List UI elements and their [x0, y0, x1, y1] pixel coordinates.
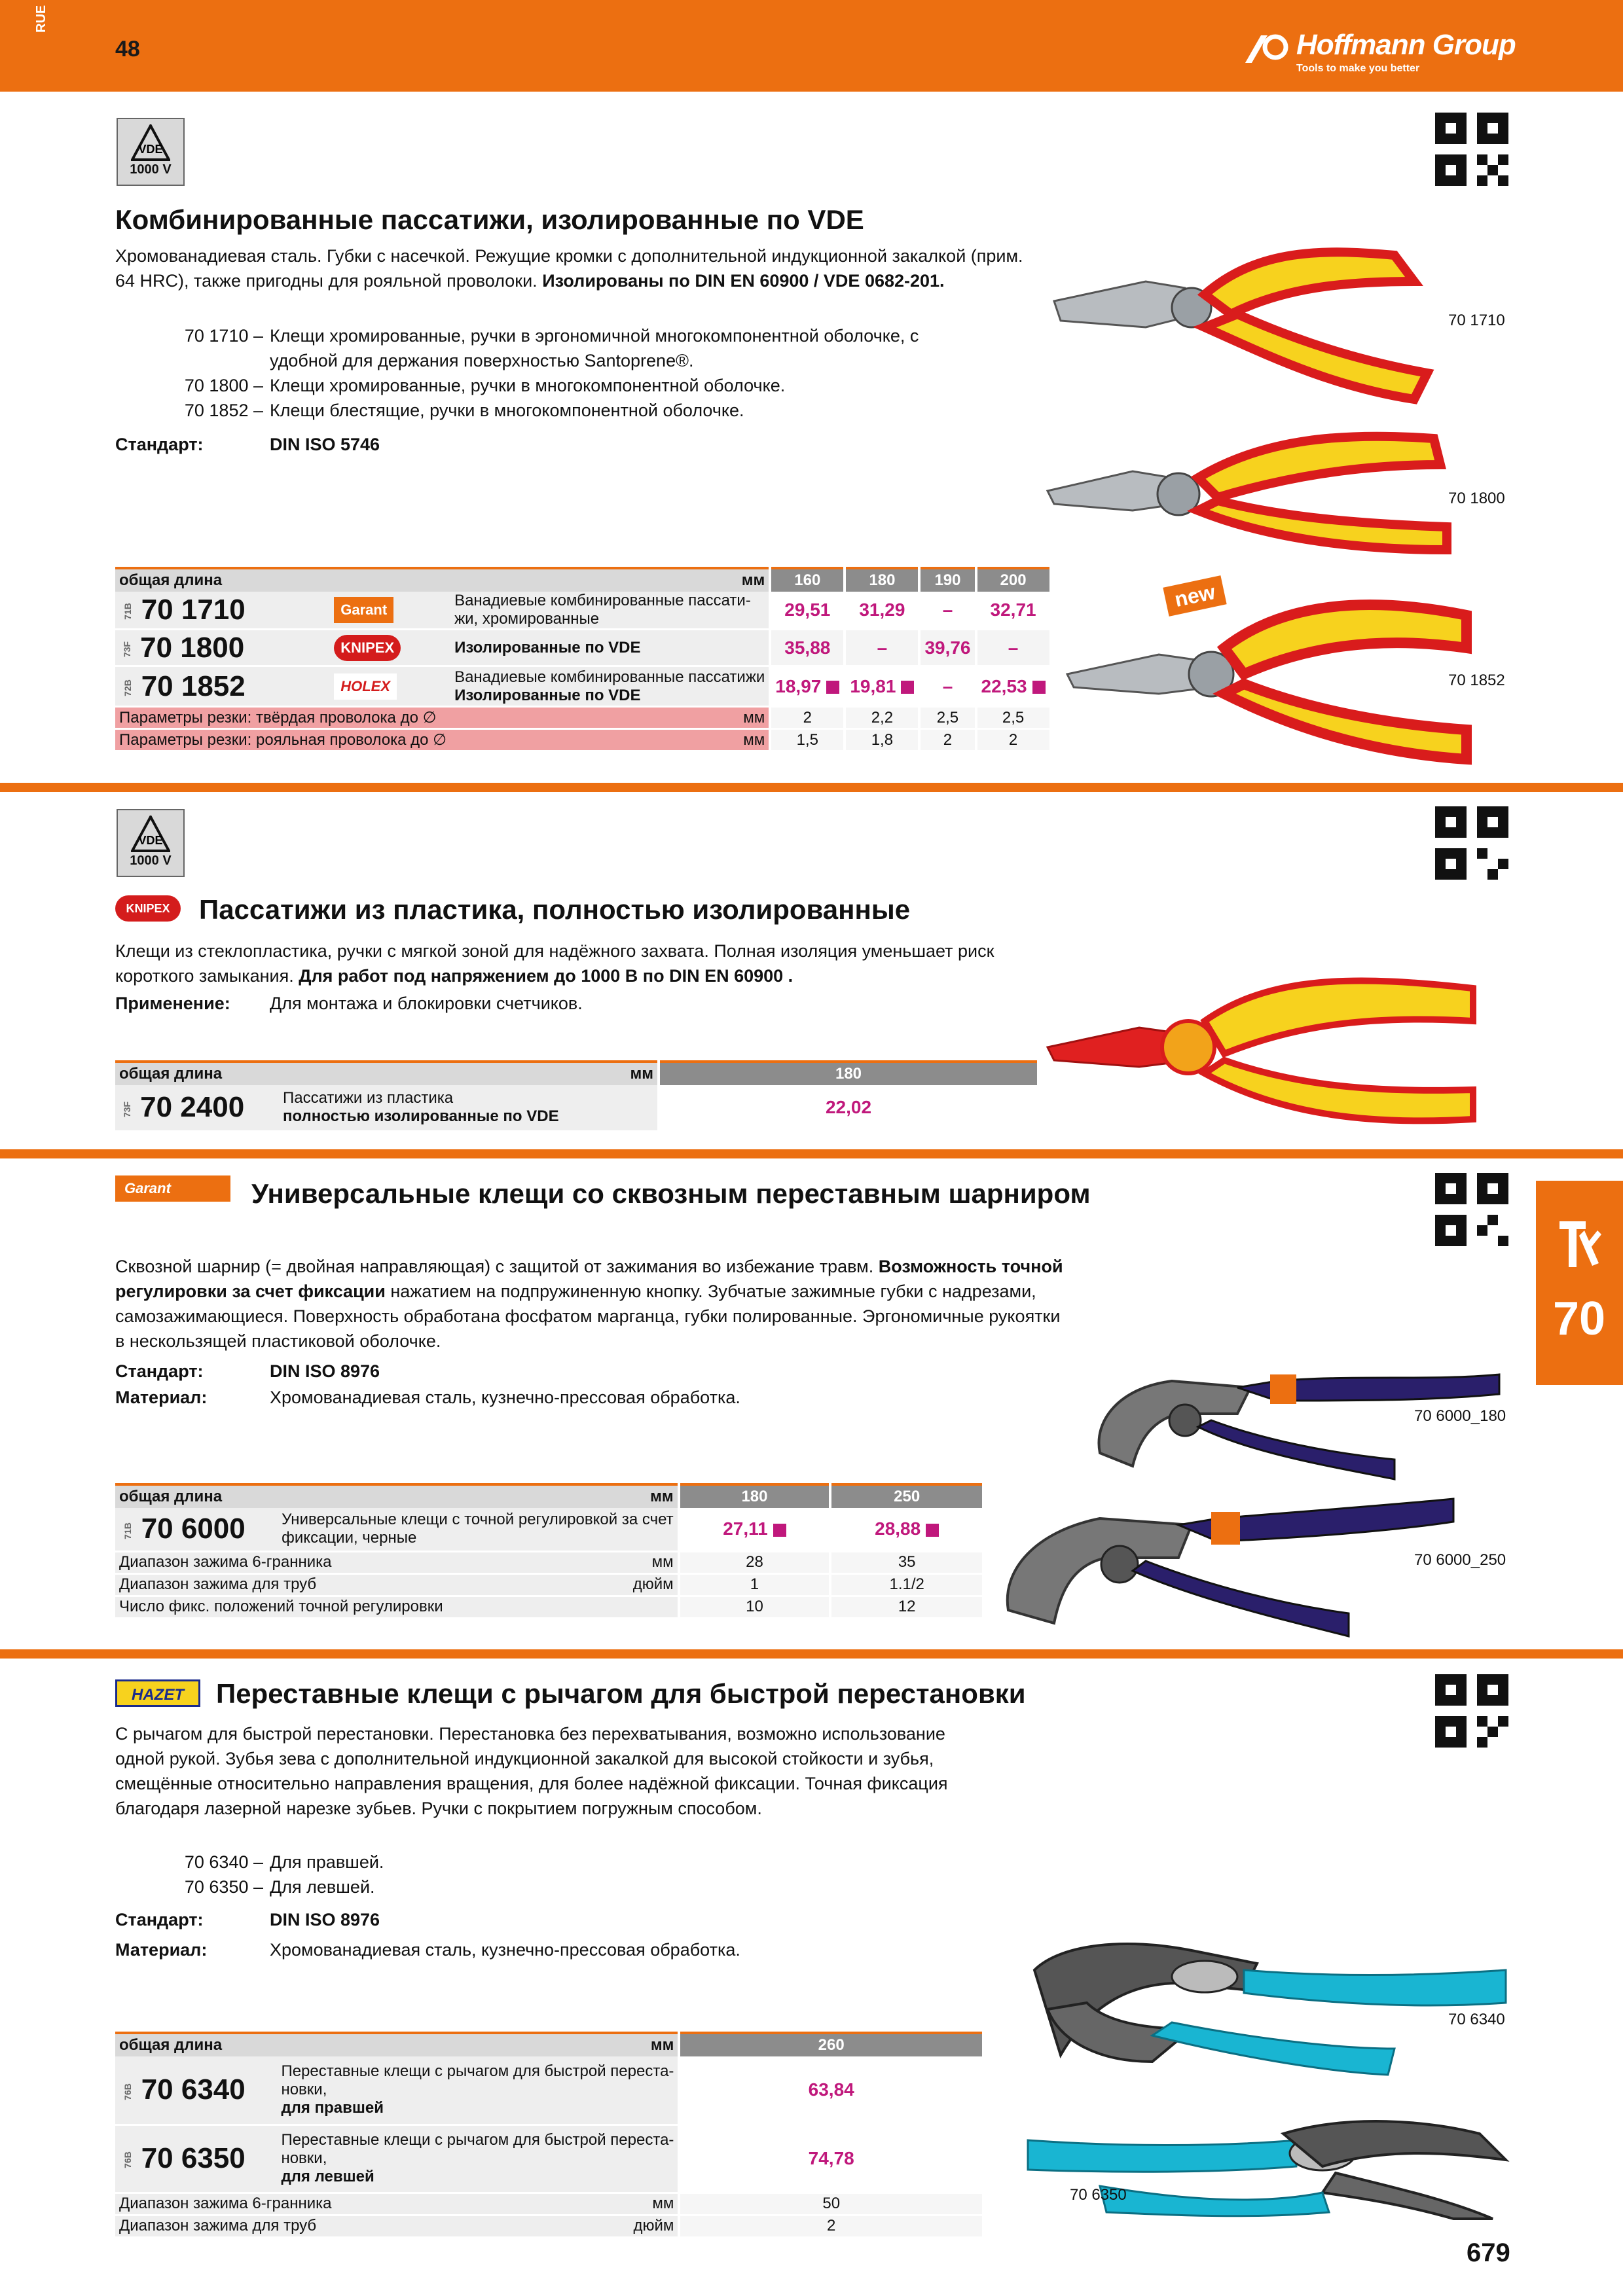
- product-table: [115, 567, 1049, 752]
- image-caption: 70 1710: [1448, 312, 1505, 329]
- param-row: [115, 1573, 982, 1596]
- position-code: 70 1710 –: [184, 326, 263, 346]
- qr-code-icon[interactable]: [1435, 806, 1508, 880]
- price-marker: [773, 1524, 786, 1537]
- price: –: [919, 666, 976, 707]
- price-marker: [826, 681, 839, 694]
- header-unit: мм: [450, 568, 770, 592]
- vde-triangle-icon: [131, 124, 170, 161]
- row-description: Переставные клещи с рычагом для быстрой переста- новки, для правшей: [277, 2056, 679, 2125]
- product-table: [115, 1483, 982, 1619]
- price[interactable]: 74,78: [679, 2125, 982, 2193]
- image-caption: 70 1800: [1448, 490, 1505, 507]
- page-number: 48: [115, 37, 140, 62]
- price: –: [919, 592, 976, 630]
- material-value: Хромованадиевая сталь, кузнечно-прессовая обработка.: [270, 1940, 740, 1960]
- section-divider: [0, 1149, 1623, 1158]
- param-label: Параметры резки: твёрдая проволока до ∅: [115, 707, 450, 729]
- size-180: 180: [659, 1062, 1037, 1085]
- param-unit: мм: [568, 2193, 679, 2215]
- position-text: Для правшей.: [270, 1852, 384, 1872]
- section-title: Комбинированные пассатижи, изолированные по VDE: [115, 204, 864, 235]
- position-list: [115, 1850, 966, 1899]
- description-text: Хромованадиевая сталь. Губки с насечкой. Режущие кромки с дополнительной индукционной закалкой (прим. 64 HRC), также пригодны для рояльной проволоки.: [115, 246, 1023, 291]
- brand-logo-knipex: KNIPEX: [115, 895, 181, 922]
- vde-badge: [117, 809, 185, 877]
- param-row: [115, 729, 1049, 751]
- hoffmann-logo[interactable]: [1244, 29, 1519, 81]
- param-label: Число фикс. положений точной регулировки: [115, 1596, 568, 1618]
- position-item: [115, 323, 1032, 373]
- price[interactable]: 19,81: [845, 666, 919, 707]
- header-unit: мм: [568, 1484, 679, 1508]
- param-value: 12: [830, 1596, 982, 1618]
- header-unit: мм: [501, 1062, 659, 1085]
- table-header: [115, 1484, 982, 1508]
- size-190: 190: [919, 568, 976, 592]
- price[interactable]: 22,02: [659, 1085, 1037, 1131]
- size-160: 160: [770, 568, 845, 592]
- price[interactable]: 63,84: [679, 2056, 982, 2125]
- param-label: Диапазон зажима для труб: [115, 1573, 568, 1596]
- table-row[interactable]: [115, 630, 1049, 666]
- description-bold: Для работ под напряжением до 1000 В по DIN EN 60900 .: [299, 966, 793, 986]
- position-item: [115, 398, 1032, 423]
- header-label: общая длина: [115, 1062, 279, 1085]
- position-list: [115, 323, 1032, 423]
- pliers-image-706350: [1021, 2108, 1512, 2225]
- size-180: 180: [679, 1484, 831, 1508]
- size-250: 250: [830, 1484, 982, 1508]
- price: –: [976, 630, 1049, 666]
- param-row: [115, 2215, 982, 2237]
- application-value: Для монтажа и блокировки счетчиков.: [270, 994, 583, 1013]
- brand-logo-garant: Garant: [115, 1175, 230, 1202]
- material-label: Материал:: [115, 1940, 208, 1960]
- header-label: общая длина: [115, 1484, 278, 1508]
- vde-badge: [117, 118, 185, 186]
- param-value: 35: [830, 1551, 982, 1573]
- article-number[interactable]: 71B 70 6000: [115, 1508, 278, 1551]
- footer-page-number: 679: [1467, 2238, 1510, 2267]
- brand-logo-holex: HOLEX: [330, 666, 450, 707]
- svg-text:VDE: VDE: [138, 834, 163, 847]
- standard-label: Стандарт:: [115, 435, 204, 454]
- standard-label: Стандарт:: [115, 1361, 204, 1381]
- hoffmann-logo-icon: [1244, 33, 1290, 64]
- position-text: Клещи хромированные, ручки в эргономичной многокомпонентной оболочке, с удобной для держания поверхностью Santoprene®.: [270, 326, 919, 370]
- header-label: общая длина: [115, 568, 450, 592]
- param-unit: мм: [568, 1551, 679, 1573]
- row-description: Ванадиевые комбинированные пассати- жи, хромированные: [450, 592, 770, 630]
- size-200: 200: [976, 568, 1049, 592]
- locale-code: RUE: [34, 5, 48, 33]
- param-label: Диапазон зажима 6-гранника: [115, 1551, 568, 1573]
- standard-value: DIN ISO 5746: [270, 435, 380, 454]
- product-table: [115, 2032, 982, 2238]
- param-value: 1,8: [845, 729, 919, 751]
- table-header: [115, 2033, 982, 2056]
- table-row[interactable]: [115, 2056, 982, 2125]
- material-value: Хромованадиевая сталь, кузнечно-прессовая обработка.: [270, 1388, 740, 1407]
- price-marker: [926, 1524, 939, 1537]
- param-value: 2,2: [845, 707, 919, 729]
- table-row[interactable]: [115, 592, 1049, 630]
- article-number[interactable]: 71B 70 1710: [115, 592, 330, 630]
- description-bold: Возможность точной регулировки за счет фиксации: [115, 1257, 1063, 1301]
- section-description: [115, 1254, 1071, 1354]
- param-label: Параметры резки: рояльная проволока до ∅: [115, 729, 450, 751]
- param-row: [115, 2193, 982, 2215]
- vde-voltage: 1000 V: [130, 162, 172, 177]
- param-value: 2: [679, 2215, 982, 2237]
- param-row: [115, 1596, 982, 1618]
- image-caption: 70 1852: [1448, 672, 1505, 689]
- brand-logo-garant: Garant: [330, 592, 450, 630]
- price[interactable]: 22,53: [976, 666, 1049, 707]
- description-text: Клещи из стеклопластика, ручки с мягкой зоной для надёжного захвата. Полная изоляция уменьшает риск короткого замыкания.: [115, 941, 994, 986]
- table-row[interactable]: [115, 1085, 1037, 1131]
- section-description: [115, 243, 1032, 293]
- standard-value: DIN ISO 8976: [270, 1361, 380, 1381]
- price: –: [845, 630, 919, 666]
- position-text: Клещи блестящие, ручки в многокомпонентной оболочке.: [270, 401, 744, 420]
- image-caption: 70 6000_180: [1414, 1407, 1506, 1425]
- position-code: 70 1852 –: [184, 401, 263, 420]
- description-tail: нажатием на подпружиненную кнопку. Зубчатые зажимные губки с надрезами, самозажимающиеся. Поверхность обработана фосфатом марганца, губки полированные. Эргономичные рукоятки в нескользящей пластиковой оболочке.: [115, 1282, 1061, 1351]
- brand-logo-hazet: HAZET: [115, 1679, 200, 1707]
- position-text: Клещи хромированные, ручки в многокомпонентной оболочке.: [270, 376, 786, 395]
- position-code: 70 6350 –: [184, 1877, 263, 1897]
- article-number[interactable]: 73F 70 1800: [115, 630, 330, 666]
- param-unit: дюйм: [568, 1573, 679, 1596]
- param-unit: мм: [450, 729, 770, 751]
- position-item: [115, 373, 1032, 398]
- param-row: [115, 707, 1049, 729]
- brand-logo-knipex: KNIPEX: [330, 630, 450, 666]
- new-badge: new: [1163, 575, 1227, 617]
- qr-code-icon[interactable]: [1435, 1173, 1508, 1246]
- price[interactable]: 28,88: [830, 1508, 982, 1551]
- position-text: Для левшей.: [270, 1877, 375, 1897]
- price[interactable]: 18,97: [770, 666, 845, 707]
- price[interactable]: 29,51: [770, 592, 845, 630]
- vde-voltage: 1000 V: [130, 853, 172, 868]
- article-number[interactable]: 76B 70 6350: [115, 2125, 277, 2193]
- param-unit: мм: [450, 707, 770, 729]
- price[interactable]: 39,76: [919, 630, 976, 666]
- section-description: С рычагом для быстрой перестановки. Перестановка без перехватывания, возможно использование одной рукой. Зубья зева с дополнительной индукционной закалкой для высокой стойкости и зубья, смещённые относительно направления вращения, для более надёжной фиксации. Точная фиксация благодаря лазерной нарезке зубьев. Ручки с покрытием погружным способом.: [115, 1724, 948, 1818]
- image-caption: 70 6350: [1070, 2186, 1127, 2204]
- brand-name: Hoffmann Group: [1296, 29, 1516, 61]
- article-number[interactable]: 76B 70 6340: [115, 2056, 277, 2125]
- pliers-image-706000-250: [995, 1486, 1467, 1643]
- section-title: Универсальные клещи со сквозным переставным шарниром: [251, 1178, 1091, 1209]
- param-value: 2: [919, 729, 976, 751]
- vde-triangle-icon: [131, 816, 170, 852]
- row-description: Пассатижи из пластика полностью изолированные по VDE: [279, 1085, 659, 1131]
- standard-label: Стандарт:: [115, 1910, 204, 1929]
- qr-code-icon[interactable]: [1435, 1674, 1508, 1748]
- param-unit: дюйм: [568, 2215, 679, 2237]
- image-caption: 70 6000_250: [1414, 1551, 1506, 1569]
- param-value: 50: [679, 2193, 982, 2215]
- size-260: 260: [679, 2033, 982, 2056]
- qr-code-icon[interactable]: [1435, 113, 1508, 186]
- param-value: 2: [770, 707, 845, 729]
- position-item: [115, 1850, 966, 1874]
- table-header: [115, 1062, 1037, 1085]
- param-unit: [568, 1596, 679, 1618]
- section-divider: [0, 1649, 1623, 1659]
- param-value: 1.1/2: [830, 1573, 982, 1596]
- section-title: Переставные клещи с рычагом для быстрой перестановки: [216, 1678, 1026, 1709]
- param-label: Диапазон зажима 6-гранника: [115, 2193, 568, 2215]
- header-unit: мм: [568, 2033, 679, 2056]
- pliers-image-701800: [1041, 419, 1512, 563]
- row-description: Ванадиевые комбинированные пассатижи Изолированные по VDE: [450, 666, 770, 707]
- table-row[interactable]: [115, 666, 1049, 707]
- position-code: 70 6340 –: [184, 1852, 263, 1872]
- param-value: 2: [976, 729, 1049, 751]
- article-number[interactable]: 72B 70 1852: [115, 666, 330, 707]
- param-value: 2,5: [919, 707, 976, 729]
- standard-value: DIN ISO 8976: [270, 1910, 380, 1929]
- row-description: Универсальные клещи с точной регулировкой за счет фиксации, черные: [278, 1508, 678, 1551]
- table-header: [115, 568, 1049, 592]
- chapter-number: 70: [1553, 1293, 1606, 1345]
- section-title: Пассатижи из пластика, полностью изолированные: [199, 894, 911, 925]
- param-value: 10: [679, 1596, 831, 1618]
- price-marker: [1032, 681, 1046, 694]
- description-bold: Изолированы по DIN EN 60900 / VDE 0682-201.: [542, 271, 945, 291]
- param-value: 28: [679, 1551, 831, 1573]
- position-item: [115, 1874, 966, 1899]
- param-row: [115, 1551, 982, 1573]
- material-label: Материал:: [115, 1388, 208, 1407]
- table-row[interactable]: [115, 2125, 982, 2193]
- row-description: Изолированные по VDE: [450, 630, 770, 666]
- pliers-image-702400: [1041, 962, 1512, 1132]
- section-divider: [0, 783, 1623, 792]
- pliers-image-701710: [1048, 242, 1506, 412]
- section-description: [115, 939, 1051, 988]
- price[interactable]: 27,11: [679, 1508, 831, 1551]
- param-value: 1,5: [770, 729, 845, 751]
- size-180: 180: [845, 568, 919, 592]
- pliers-image-706340: [1021, 1931, 1512, 2088]
- param-value: 2,5: [976, 707, 1049, 729]
- param-label: Диапазон зажима для труб: [115, 2215, 568, 2237]
- position-code: 70 1800 –: [184, 376, 263, 395]
- table-row[interactable]: [115, 1508, 982, 1551]
- description-text: Сквозной шарнир (= двойная направляющая) с защитой от зажимания во избежание травм.: [115, 1257, 874, 1276]
- chapter-tab[interactable]: [1536, 1181, 1623, 1385]
- article-number[interactable]: 73F 70 2400: [115, 1085, 279, 1131]
- brand-tagline: Tools to make you better: [1296, 63, 1420, 74]
- image-caption: 70 6340: [1448, 2011, 1505, 2028]
- pliers-icon: [1556, 1217, 1603, 1276]
- price[interactable]: 35,88: [770, 630, 845, 666]
- price-marker: [901, 681, 914, 694]
- param-value: 1: [679, 1573, 831, 1596]
- svg-text:VDE: VDE: [138, 143, 163, 156]
- price[interactable]: 32,71: [976, 592, 1049, 630]
- header-label: общая длина: [115, 2033, 277, 2056]
- product-table: [115, 1060, 1037, 1132]
- price[interactable]: 31,29: [845, 592, 919, 630]
- application-label: Применение:: [115, 994, 230, 1013]
- row-description: Переставные клещи с рычагом для быстрой переста- новки, для левшей: [277, 2125, 679, 2193]
